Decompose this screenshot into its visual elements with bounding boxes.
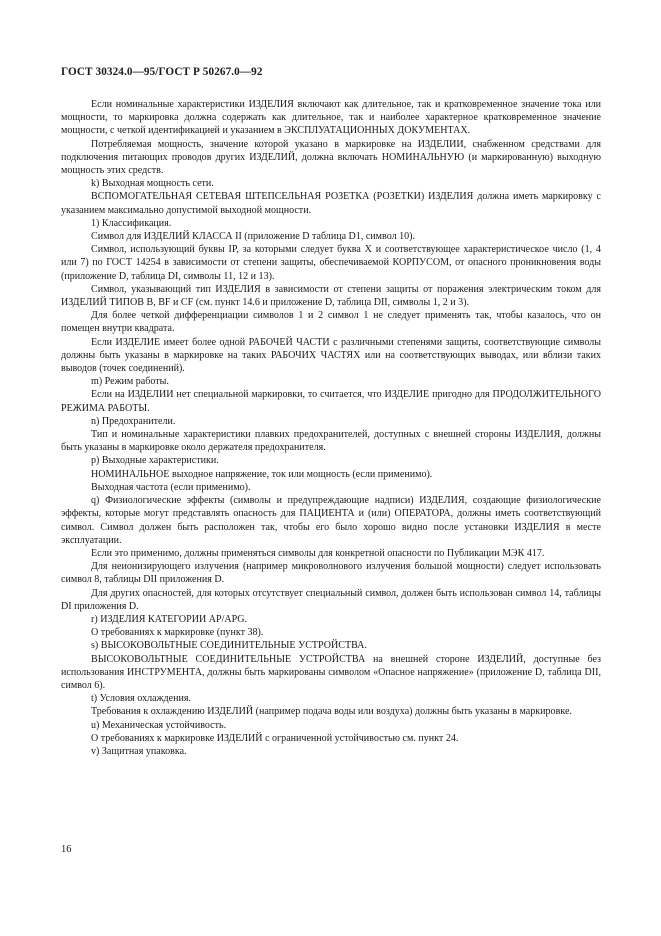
paragraph: s) ВЫСОКОВОЛЬТНЫЕ СОЕДИНИТЕЛЬНЫЕ УСТРОЙСТВА. <box>91 640 367 652</box>
paragraph: Для более четкой дифференциации символов 1 и 2 символ 1 не следует применять так, чтобы казалось, что он помещен внутри квадрата. <box>61 310 601 335</box>
page-number: 16 <box>61 844 72 855</box>
paragraph: 1) Классификация. <box>91 217 172 229</box>
paragraph: Если на ИЗДЕЛИИ нет специальной маркировки, то считается, что ИЗДЕЛИЕ пригодно для ПРОДОЛЖИТЕЛЬНОГО РЕЖИМА РАБОТЫ. <box>61 389 601 414</box>
document-body <box>61 98 601 758</box>
paragraph: m) Режим работы. <box>91 376 169 388</box>
paragraph: k) Выходная мощность сети. <box>91 178 214 190</box>
paragraph: v) Защитная упаковка. <box>91 745 187 757</box>
paragraph: Для неионизирующего излучения (например микроволнового излучения большой мощности) следует использовать символ 8, таблицы DII приложения D. <box>61 561 601 586</box>
paragraph: НОМИНАЛЬНОЕ выходное напряжение, ток или мощность (если применимо). <box>91 468 433 480</box>
paragraph: Выходная частота (если применимо). <box>91 481 251 493</box>
paragraph: Символ для ИЗДЕЛИЙ КЛАССА II (приложение D таблица D1, символ 10). <box>91 231 416 243</box>
paragraph: t) Условия охлаждения. <box>91 693 191 705</box>
paragraph: Тип и номинальные характеристики плавких предохранителей, доступных с внешней стороны ИЗДЕЛИЯ, должны быть указаны в маркировке около держателя предохранителя. <box>61 429 601 454</box>
paragraph: u) Механическая устойчивость. <box>91 719 227 731</box>
paragraph: Символ, использующий буквы IP, за которыми следует буква X и соответствующее характеристическое число (1, 4 или 7) по ГОСТ 14254 в зависимости от степени защиты, обеспечиваемой КОРПУСОМ, от опасного проникновения воды (приложение D, таблица DI, символы 11, 12 и 13). <box>61 244 601 282</box>
paragraph: Если номинальные характеристики ИЗДЕЛИЯ включают как длительное, так и кратковременное значение тока или мощности, то маркировка должна содержать как длительное, так и наиболее характерное кратковременное значение мощности, с четкой идентификацией и указанием в ЭКСПЛУАТАЦИОННЫХ ДОКУМЕНТАХ. <box>61 99 601 137</box>
paragraph: ВЫСОКОВОЛЬТНЫЕ СОЕДИНИТЕЛЬНЫЕ УСТРОЙСТВА на внешней стороне ИЗДЕЛИЙ, доступные без использования ИНСТРУМЕНТА, должны быть маркированы символом «Опасное напряжение» (приложение D, таблица DII, символ 6). <box>61 653 601 691</box>
paragraph: n) Предохранители. <box>91 415 176 427</box>
paragraph: Если ИЗДЕЛИЕ имеет более одной РАБОЧЕЙ ЧАСТИ с различными степенями защиты, соответствующие символы должны быть указаны в маркировке на таких РАБОЧИХ ЧАСТЯХ или на соответствующих выводах, или вблизи таких выводов (точек соединений). <box>61 336 601 375</box>
paragraph: Требования к охлаждению ИЗДЕЛИЙ (например подача воды или воздуха) должны быть указаны в маркировке. <box>91 706 572 718</box>
paragraph: О требованиях к маркировке (пункт 38). <box>91 627 264 639</box>
paragraph: q) Физиологические эффекты (символы и предупреждающие надписи) ИЗДЕЛИЯ, создающие физиологические эффекты, которые могут представлять опасность для ПАЦИЕНТА и (или) ОПЕРАТОРА, должны иметь соответствующий символ. Символ должен быть расположен так, чтобы его было хорошо видно после установки ИЗДЕЛИЯ в месте эксплуатации. <box>61 495 601 546</box>
paragraph: О требованиях к маркировке ИЗДЕЛИЙ с ограниченной устойчивостью см. пункт 24. <box>91 732 459 744</box>
paragraph: Потребляемая мощность, значение которой указано в маркировке на ИЗДЕЛИИ, снабженном средствами для подключения питающих проводов других ИЗДЕЛИЙ, должна включать НОМИНАЛЬНУЮ (и маркированную) выходную мощность этих средств. <box>61 138 601 177</box>
paragraph: ВСПОМОГАТЕЛЬНАЯ СЕТЕВАЯ ШТЕПСЕЛЬНАЯ РОЗЕТКА (РОЗЕТКИ) ИЗДЕЛИЯ должна иметь маркировку с указанием максимально допустимой выходной мощности. <box>61 191 601 216</box>
paragraph: Если это применимо, должны применяться символы для конкретной опасности по Публикации МЭК 417. <box>91 547 545 559</box>
paragraph: Для других опасностей, для которых отсутствует специальный символ, должен быть использован символ 14, таблицы DI приложения D. <box>61 587 601 612</box>
page-header-title: ГОСТ 30324.0—95/ГОСТ Р 50267.0—92 <box>61 66 263 78</box>
paragraph: r) ИЗДЕЛИЯ КАТЕГОРИИ АР/APG. <box>91 613 248 625</box>
paragraph: р) Выходные характеристики. <box>91 455 219 467</box>
paragraph: Символ, указывающий тип ИЗДЕЛИЯ в зависимости от степени защиты от поражения электрическим током для ИЗДЕЛИЙ ТИПОВ В, BF и CF (см. пункт 14.6 и приложение D, таблица DII, символы 1, 2 и 3). <box>61 283 601 309</box>
